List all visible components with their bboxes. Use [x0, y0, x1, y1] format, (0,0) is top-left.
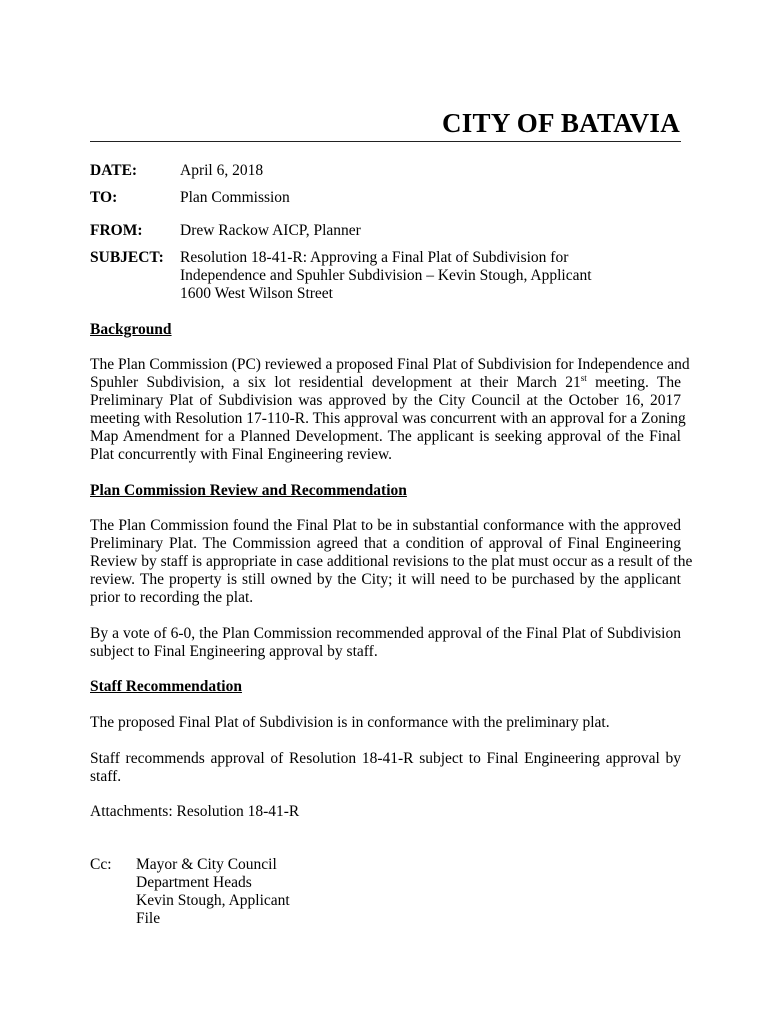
paragraph-line: The proposed Final Plat of Subdivision is in conformance with the preliminary plat.: [90, 714, 610, 731]
paragraph-line: The Plan Commission found the Final Plat to be in substantial conformance with the approved: [90, 517, 681, 534]
attachments-text: Attachments: Resolution 18-41-R: [90, 803, 300, 820]
organization-title: CITY OF BATAVIA: [441, 108, 680, 138]
paragraph-line: Preliminary Plat of Subdivision was approved by the City Council at the October 16, 2017: [90, 392, 681, 409]
paragraph-line: Plat concurrently with Final Engineering review.: [90, 446, 393, 463]
attachments-line: [90, 803, 681, 821]
date-label: DATE:: [90, 162, 138, 179]
subject-line: Resolution 18-41-R: Approving a Final Plat of Subdivision for: [180, 249, 569, 266]
subject-value: [180, 249, 592, 303]
paragraph-line: Review by staff is appropriate in case additional revisions to the plat must occur as a result of the: [90, 553, 693, 570]
subject-row: [90, 249, 681, 303]
to-value: Plan Commission: [180, 189, 290, 206]
cc-item: Kevin Stough, Applicant: [136, 892, 290, 909]
background-paragraph: [90, 356, 690, 464]
paragraph-line: By a vote of 6-0, the Plan Commission recommended approval of the Final Plat of Subdivision: [90, 625, 681, 642]
to-row: [90, 189, 681, 207]
paragraph-line: Staff recommends approval of Resolution 18-41-R subject to Final Engineering approval by: [90, 750, 681, 767]
paragraph-line: review. The property is still owned by the City; it will need to be purchased by the applicant: [90, 571, 681, 588]
cc-item: Mayor & City Council: [136, 856, 277, 873]
paragraph-line: The Plan Commission (PC) reviewed a proposed Final Plat of Subdivision for Independence and: [90, 356, 690, 373]
ordinal-suffix: st: [580, 373, 587, 383]
paragraph-line: meeting with Resolution 17-110-R. This approval was concurrent with an approval for a Zoning: [90, 410, 686, 427]
from-row: [90, 222, 681, 240]
staff-heading: Staff Recommendation: [90, 678, 242, 695]
paragraph-line: Spuhler Subdivision, a six lot residential development at their March 21st meeting. The: [90, 373, 682, 391]
subject-line: 1600 West Wilson Street: [180, 285, 333, 302]
staff-paragraph-2: [90, 750, 681, 786]
pc-review-heading: Plan Commission Review and Recommendation: [90, 482, 407, 499]
paragraph-line: Map Amendment for a Planned Development. The applicant is seeking approval of the Final: [90, 428, 681, 445]
subject-label: SUBJECT:: [90, 249, 164, 266]
paragraph-line: staff.: [90, 768, 122, 785]
from-value: Drew Rackow AICP, Planner: [180, 222, 361, 239]
pc-review-paragraph-1: [90, 517, 693, 607]
from-label: FROM:: [90, 222, 143, 239]
date-value: April 6, 2018: [180, 162, 264, 179]
pc-review-paragraph-2: [90, 625, 681, 661]
cc-label: Cc:: [90, 856, 112, 873]
paragraph-line: subject to Final Engineering approval by staff.: [90, 643, 378, 660]
cc-list: [136, 856, 290, 928]
cc-block: [90, 856, 390, 928]
staff-paragraph-1: [90, 714, 681, 732]
to-label: TO:: [90, 189, 118, 206]
paragraph-line: Preliminary Plat. The Commission agreed that a condition of approval of Final Engineering: [90, 535, 681, 552]
background-heading: Background: [90, 321, 172, 338]
header-rule: [90, 141, 681, 142]
cc-item: Department Heads: [136, 874, 252, 891]
cc-item: File: [136, 910, 161, 927]
date-row: [90, 162, 681, 180]
paragraph-line: prior to recording the plat.: [90, 589, 254, 606]
subject-line: Independence and Spuhler Subdivision – Kevin Stough, Applicant: [180, 267, 592, 284]
